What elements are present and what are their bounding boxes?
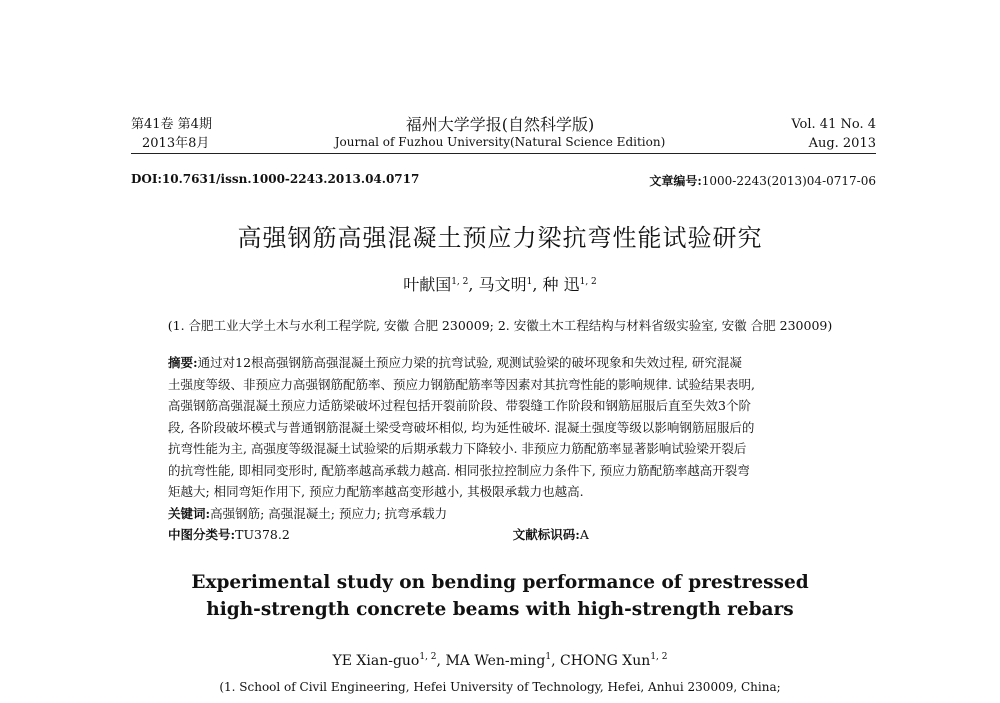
volume-issue-cn: 第41卷 第4期 <box>131 117 212 132</box>
keywords <box>168 503 836 525</box>
abstract-label: 摘要: <box>168 355 198 370</box>
title-en-line-2: high-strength concrete beams with high-strength rebars <box>206 599 794 620</box>
author-cn: 种 迅$^{1, 2}$ <box>542 275 597 294</box>
journal-name-cn: 福州大学学报(自然科学版) <box>405 115 595 134</box>
clc-value: TU378.2 <box>235 527 290 542</box>
authors-en <box>0 652 1000 669</box>
article-number-label: 文章编号: <box>649 174 702 188</box>
author-en: MA Wen-ming$^1$, <box>445 652 556 669</box>
author-cn: 马文明$^1$, <box>478 275 538 294</box>
keywords-label: 关键词: <box>168 505 211 521</box>
article-number <box>649 172 876 189</box>
author-cn: 叶献国$^{1, 2}$, <box>403 275 474 294</box>
volume-issue-en: Vol. 41 No. 4 <box>791 117 876 132</box>
abstract-cn <box>168 352 836 546</box>
doc-code-label: 文献标识码: <box>512 527 580 542</box>
abstract-line: 抗弯性能为主, 高强度等级混凝土试验梁的后期承载力下降较小. 非预应力筋配筋率显著影响试验梁开裂后 <box>168 441 747 456</box>
article-number-value: 1000-2243(2013)04-0717-06 <box>701 174 876 188</box>
author-en: YE Xian-guo$^{1, 2}$, <box>332 652 441 669</box>
abstract-line: 高强钢筋高强混凝土预应力适筋梁破坏过程包括开裂前阶段、带裂缝工作阶段和钢筋屈服后直至失效3个阶 <box>168 398 751 413</box>
date-en: Aug. 2013 <box>808 136 876 151</box>
author-en: CHONG Xun$^{1, 2}$ <box>560 652 668 669</box>
doc-code-value: A <box>579 527 589 542</box>
abstract-line: 摘要:通过对12根高强钢筋高强混凝土预应力梁的抗弯试验, 观测试验梁的破坏现象和失效过程, 研究混凝 <box>168 355 742 370</box>
abstract-line: 矩越大; 相同弯矩作用下, 预应力配筋率越高变形越小, 其极限承载力也越高. <box>168 484 584 499</box>
abstract-line: 段, 各阶段破坏模式与普通钢筋混凝土梁受弯破坏相似, 均为延性破坏. 混凝土强度等级以影响钢筋屈服后的 <box>168 419 755 435</box>
classification-row <box>168 524 836 546</box>
doi: DOI:10.7631/issn.1000-2243.2013.04.0717 <box>131 172 420 186</box>
title-en-line-1: Experimental study on bending performance of prestressed <box>191 572 809 593</box>
clc-label: 中图分类号: <box>168 527 236 542</box>
affiliation-cn: (1. 合肥工业大学土木与水利工程学院, 安徽 合肥 230009; 2. 安徽土木工程结构与材料省级实验室, 安徽 合肥 230009) <box>167 318 833 333</box>
journal-name-en: Journal of Fuzhou University(Natural Science Edition) <box>334 135 666 149</box>
authors-cn <box>0 272 1000 295</box>
affiliation-en: (1. School of Civil Engineering, Hefei University of Technology, Hefei, Anhui 230009, China; <box>219 680 781 694</box>
header-rule <box>131 153 876 154</box>
keywords-text: 高强钢筋; 高强混凝土; 预应力; 抗弯承载力 <box>210 505 448 521</box>
date-cn: 2013年8月 <box>142 136 210 151</box>
title-cn: 高强钢筋高强混凝土预应力梁抗弯性能试验研究 <box>237 224 763 252</box>
abstract-line: 的抗弯性能, 即相同变形时, 配筋率越高承载力越高. 相同张拉控制应力条件下, 预应力筋配筋率越高开裂弯 <box>168 462 750 478</box>
abstract-line: 土强度等级、非预应力高强钢筋配筋率、预应力钢筋配筋率等因素对其抗弯性能的影响规律. 试验结果表明, <box>168 376 755 392</box>
